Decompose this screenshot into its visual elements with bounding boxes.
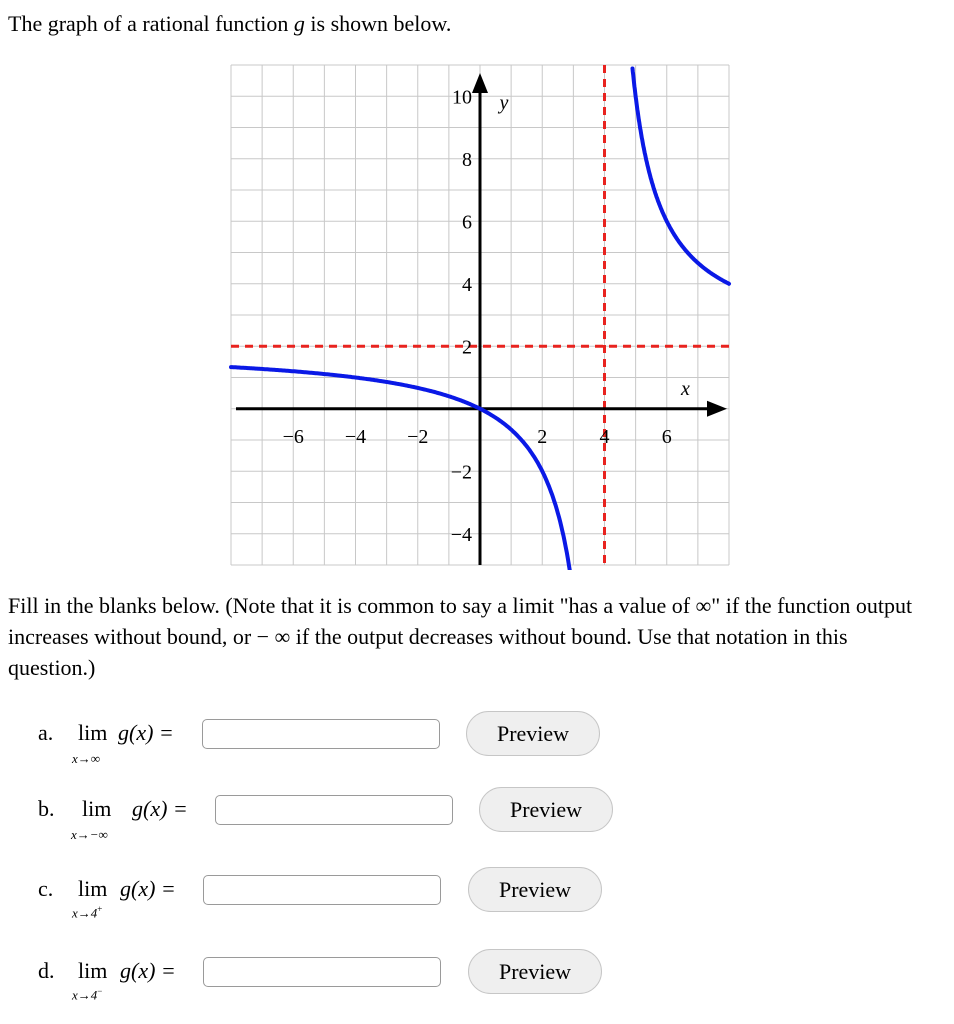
limit-subscript: [72, 904, 102, 921]
y-tick-label: −4: [450, 523, 472, 546]
x-tick-label: −6: [282, 425, 304, 448]
intro-after: is shown below.: [304, 11, 452, 36]
x-axis-arrow: [707, 401, 727, 417]
y-axis-arrow: [472, 73, 488, 93]
preview-button-c[interactable]: Preview: [468, 867, 602, 912]
instructions-text: Fill in the blanks below. (Note that it is common to say a limit "has a value of ∞" if the function output increases without bound, or − ∞ if the output decreases without bound. Use that notation in this question.): [8, 593, 913, 680]
x-tick-label: −2: [407, 425, 429, 448]
y-tick-label: 4: [462, 273, 472, 296]
answer-input-d[interactable]: [203, 957, 441, 987]
y-tick-label: −2: [450, 461, 472, 484]
subscript-text: x→∞: [72, 751, 101, 766]
subscript-text: x→4: [72, 905, 98, 921]
intro-function-name: g: [293, 11, 305, 36]
curve-right-branch: [633, 69, 730, 284]
limit-subscript: [72, 751, 100, 767]
function-expression: g(x) =: [120, 958, 176, 983]
lim-label: lim: [82, 796, 112, 821]
question-letter: c.: [38, 876, 54, 901]
question-letter: d.: [38, 958, 55, 983]
subscript-text: x→4: [72, 987, 98, 1003]
lim-label: lim: [78, 876, 108, 901]
answer-input-a[interactable]: [202, 719, 440, 749]
y-axis-label: y: [499, 91, 509, 114]
function-expression: g(x) =: [118, 720, 174, 745]
question-letter: a.: [38, 720, 54, 745]
answer-input-c[interactable]: [203, 875, 441, 905]
function-expression: g(x) =: [132, 796, 188, 821]
intro-before: The graph of a rational function: [8, 11, 294, 36]
y-tick-label: 10: [452, 86, 472, 109]
x-tick-label: 4: [599, 425, 610, 448]
x-tick-label: 6: [661, 425, 672, 448]
subscript-text: x→−∞: [71, 827, 108, 842]
y-tick-label: 8: [462, 148, 472, 171]
limit-subscript: [71, 827, 108, 843]
question-a: [0, 710, 954, 780]
function-graph: [226, 60, 732, 570]
y-tick-label: 2: [462, 336, 472, 359]
lim-label: lim: [78, 720, 108, 745]
question-letter: b.: [38, 796, 55, 821]
intro-text: [8, 9, 451, 39]
axes: [236, 73, 727, 565]
curve-left-branch: [231, 367, 570, 570]
x-tick-label: −4: [344, 425, 367, 448]
subscript-direction: +: [97, 904, 103, 914]
x-axis-label: x: [680, 377, 690, 400]
preview-button-a[interactable]: Preview: [466, 711, 600, 756]
subscript-direction: −: [97, 986, 103, 996]
question-d: [0, 948, 954, 1018]
preview-button-b[interactable]: Preview: [479, 787, 613, 832]
function-expression: g(x) =: [120, 876, 176, 901]
x-tick-label: 2: [537, 425, 548, 448]
y-tick-label: 6: [462, 211, 472, 234]
preview-button-d[interactable]: Preview: [468, 949, 602, 994]
limit-subscript: [72, 986, 102, 1003]
lim-label: lim: [78, 958, 108, 983]
answer-input-b[interactable]: [215, 795, 453, 825]
question-b: [0, 786, 954, 856]
question-c: [0, 866, 954, 936]
tick-labels: [283, 86, 690, 546]
